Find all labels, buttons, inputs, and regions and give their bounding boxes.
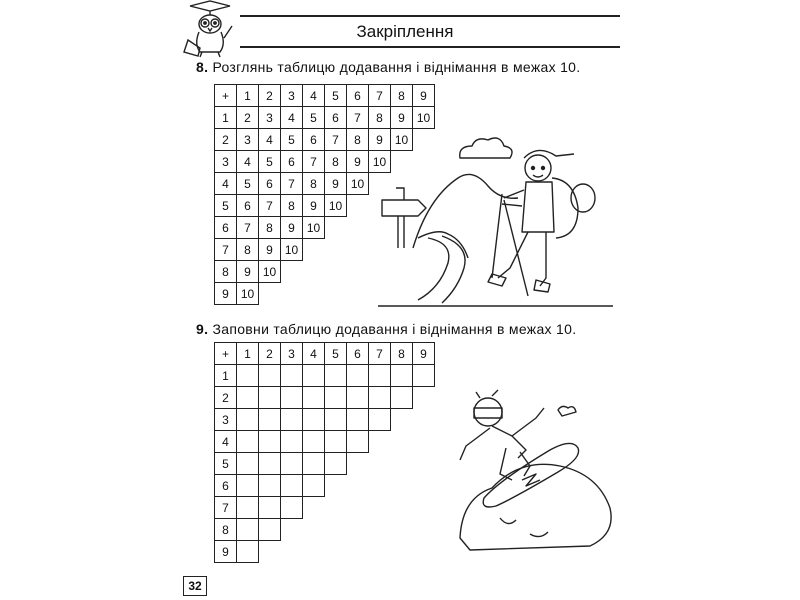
answer-cell[interactable] <box>347 365 369 387</box>
blank-space <box>413 541 435 563</box>
table-cell: 8 <box>259 217 281 239</box>
table-cell: 1 <box>215 107 237 129</box>
table-cell: 2 <box>215 129 237 151</box>
task9-number: 9. <box>196 321 209 337</box>
blank-space <box>281 283 303 305</box>
blank-space <box>303 239 325 261</box>
table-cell: 7 <box>237 217 259 239</box>
hiker-illustration <box>378 128 613 308</box>
answer-cell[interactable] <box>325 365 347 387</box>
blank-space <box>347 475 369 497</box>
table-cell: 5 <box>259 151 281 173</box>
blank-space <box>391 453 413 475</box>
blank-space <box>413 475 435 497</box>
blank-space <box>325 283 347 305</box>
blank-space <box>303 261 325 283</box>
table-cell: 10 <box>391 129 413 151</box>
table-cell: + <box>215 85 237 107</box>
page-title: Закріплення <box>356 22 454 41</box>
blank-space <box>325 541 347 563</box>
table-cell: 2 <box>215 387 237 409</box>
blank-space <box>303 541 325 563</box>
table-cell: 4 <box>281 107 303 129</box>
answer-cell[interactable] <box>391 387 413 409</box>
answer-cell[interactable] <box>325 387 347 409</box>
table-row <box>215 541 435 563</box>
answer-cell[interactable] <box>413 365 435 387</box>
answer-cell[interactable] <box>303 365 325 387</box>
table-row <box>215 107 435 129</box>
blank-space <box>413 497 435 519</box>
table-cell: 6 <box>237 195 259 217</box>
table-cell: + <box>215 343 237 365</box>
answer-cell[interactable] <box>303 409 325 431</box>
table-row <box>215 365 435 387</box>
table-cell: 4 <box>237 151 259 173</box>
table-cell: 1 <box>215 365 237 387</box>
answer-cell[interactable] <box>259 519 281 541</box>
table-cell: 10 <box>303 217 325 239</box>
table-cell: 3 <box>237 129 259 151</box>
table-cell: 7 <box>215 497 237 519</box>
answer-cell[interactable] <box>237 519 259 541</box>
answer-cell[interactable] <box>259 497 281 519</box>
table-cell: 9 <box>237 261 259 283</box>
answer-cell[interactable] <box>259 453 281 475</box>
table-cell: 10 <box>369 151 391 173</box>
blank-space <box>391 541 413 563</box>
blank-space <box>391 519 413 541</box>
table-cell: 9 <box>259 239 281 261</box>
table-cell: 5 <box>237 173 259 195</box>
table-cell: 10 <box>413 107 435 129</box>
blank-space <box>369 541 391 563</box>
table-cell: 3 <box>259 107 281 129</box>
table-header-row <box>215 85 435 107</box>
task8-text: Розглянь таблицю додавання і віднімання в межах 10. <box>212 59 581 75</box>
blank-space <box>413 387 435 409</box>
table-cell: 2 <box>259 343 281 365</box>
answer-cell[interactable] <box>325 409 347 431</box>
table-cell: 7 <box>369 343 391 365</box>
answer-cell[interactable] <box>237 497 259 519</box>
answer-cell[interactable] <box>347 431 369 453</box>
blank-space <box>413 409 435 431</box>
answer-cell[interactable] <box>303 475 325 497</box>
table-cell: 10 <box>237 283 259 305</box>
answer-cell[interactable] <box>237 475 259 497</box>
table-cell: 3 <box>215 151 237 173</box>
table-cell: 7 <box>281 173 303 195</box>
answer-cell[interactable] <box>325 453 347 475</box>
table-cell: 9 <box>413 85 435 107</box>
blank-space <box>369 519 391 541</box>
table-cell: 2 <box>237 107 259 129</box>
blank-space <box>413 431 435 453</box>
answer-cell[interactable] <box>303 387 325 409</box>
answer-cell[interactable] <box>281 475 303 497</box>
blank-space <box>281 261 303 283</box>
answer-cell[interactable] <box>347 409 369 431</box>
table-cell: 5 <box>303 107 325 129</box>
header-top-line <box>240 15 620 17</box>
table-cell: 5 <box>215 195 237 217</box>
owl-teacher-icon <box>180 0 240 58</box>
answer-cell[interactable] <box>259 409 281 431</box>
blank-space <box>391 409 413 431</box>
blank-space <box>281 541 303 563</box>
table-cell: 7 <box>325 129 347 151</box>
blank-space <box>325 497 347 519</box>
blank-space <box>303 283 325 305</box>
table-cell: 3 <box>215 409 237 431</box>
table-row <box>215 387 435 409</box>
answer-cell[interactable] <box>259 365 281 387</box>
table-cell: 10 <box>325 195 347 217</box>
table-cell: 8 <box>303 173 325 195</box>
table-cell: 5 <box>325 85 347 107</box>
blank-space <box>369 497 391 519</box>
table-cell: 7 <box>303 151 325 173</box>
answer-cell[interactable] <box>281 387 303 409</box>
answer-cell[interactable] <box>391 365 413 387</box>
table-row <box>215 409 435 431</box>
table-cell: 7 <box>259 195 281 217</box>
blank-space <box>347 239 369 261</box>
table-cell: 5 <box>325 343 347 365</box>
table-cell: 8 <box>369 107 391 129</box>
blank-space <box>347 261 369 283</box>
answer-cell[interactable] <box>237 431 259 453</box>
blank-space <box>259 541 281 563</box>
table-cell: 8 <box>237 239 259 261</box>
blank-space <box>325 217 347 239</box>
answer-cell[interactable] <box>303 431 325 453</box>
answer-cell[interactable] <box>369 365 391 387</box>
blank-space <box>369 475 391 497</box>
table-cell: 6 <box>259 173 281 195</box>
table-cell: 6 <box>215 475 237 497</box>
table-cell: 8 <box>281 195 303 217</box>
table-row <box>215 431 435 453</box>
blank-space <box>325 261 347 283</box>
blank-space <box>413 453 435 475</box>
blank-space <box>391 497 413 519</box>
answer-cell[interactable] <box>259 475 281 497</box>
answer-cell[interactable] <box>281 365 303 387</box>
header-bottom-line <box>240 46 620 48</box>
blank-space <box>347 497 369 519</box>
blank-space <box>347 217 369 239</box>
table-cell: 8 <box>391 85 413 107</box>
table-cell: 4 <box>303 343 325 365</box>
blank-space <box>325 475 347 497</box>
blank-space <box>369 453 391 475</box>
table-cell: 9 <box>413 343 435 365</box>
answer-cell[interactable] <box>325 431 347 453</box>
table-cell: 8 <box>325 151 347 173</box>
table-cell: 9 <box>281 217 303 239</box>
table-cell: 2 <box>259 85 281 107</box>
table-cell: 8 <box>391 343 413 365</box>
table-cell: 6 <box>347 85 369 107</box>
table-row <box>215 519 435 541</box>
header <box>0 0 800 60</box>
task9-instruction <box>196 321 576 337</box>
answer-cell[interactable] <box>347 387 369 409</box>
answer-cell[interactable] <box>237 541 259 563</box>
table-cell: 4 <box>303 85 325 107</box>
snowboarder-illustration <box>440 388 620 568</box>
table-cell: 9 <box>391 107 413 129</box>
blank-space <box>325 519 347 541</box>
table-cell: 9 <box>215 283 237 305</box>
answer-cell[interactable] <box>369 387 391 409</box>
table-cell: 3 <box>281 85 303 107</box>
table-row <box>215 453 435 475</box>
answer-cell[interactable] <box>281 409 303 431</box>
blank-space <box>325 239 347 261</box>
answer-cell[interactable] <box>281 431 303 453</box>
table-cell: 9 <box>369 129 391 151</box>
blank-space <box>391 475 413 497</box>
blank-space <box>391 431 413 453</box>
table-cell: 6 <box>347 343 369 365</box>
blank-space <box>347 195 369 217</box>
answer-cell[interactable] <box>369 409 391 431</box>
answer-cell[interactable] <box>237 387 259 409</box>
table-cell: 9 <box>347 151 369 173</box>
answer-cell[interactable] <box>259 431 281 453</box>
answer-cell[interactable] <box>259 387 281 409</box>
table-cell: 3 <box>281 343 303 365</box>
table-cell: 4 <box>215 431 237 453</box>
table-cell: 6 <box>281 151 303 173</box>
table-cell: 7 <box>347 107 369 129</box>
table-cell: 10 <box>281 239 303 261</box>
table-cell: 9 <box>325 173 347 195</box>
task8-number: 8. <box>196 59 209 75</box>
table-cell: 7 <box>369 85 391 107</box>
table-cell: 1 <box>237 343 259 365</box>
blank-space <box>347 283 369 305</box>
table-cell: 8 <box>215 519 237 541</box>
table-cell: 5 <box>215 453 237 475</box>
answer-cell[interactable] <box>303 453 325 475</box>
table-cell: 1 <box>237 85 259 107</box>
task9-text: Заповни таблицю додавання і віднімання в межах 10. <box>212 321 577 337</box>
table-cell: 8 <box>215 261 237 283</box>
table-cell: 4 <box>215 173 237 195</box>
answer-cell[interactable] <box>237 365 259 387</box>
table-cell: 9 <box>303 195 325 217</box>
blank-space <box>281 519 303 541</box>
table-cell: 10 <box>347 173 369 195</box>
table-cell: 6 <box>215 217 237 239</box>
blank-space <box>347 541 369 563</box>
answer-cell[interactable] <box>281 497 303 519</box>
blank-space <box>347 453 369 475</box>
table-cell: 10 <box>259 261 281 283</box>
answer-cell[interactable] <box>281 453 303 475</box>
answer-cell[interactable] <box>237 409 259 431</box>
table-row <box>215 475 435 497</box>
page-number: 32 <box>183 576 207 596</box>
table-header-row <box>215 343 435 365</box>
table-cell: 6 <box>303 129 325 151</box>
blank-space <box>369 431 391 453</box>
blank-space <box>413 519 435 541</box>
task9-addition-table <box>214 342 435 563</box>
table-cell: 9 <box>215 541 237 563</box>
table-cell: 7 <box>215 239 237 261</box>
table-cell: 4 <box>259 129 281 151</box>
task8-instruction <box>196 59 580 75</box>
table-cell: 5 <box>281 129 303 151</box>
table-row <box>215 497 435 519</box>
answer-cell[interactable] <box>237 453 259 475</box>
blank-space <box>347 519 369 541</box>
table-cell: 8 <box>347 129 369 151</box>
blank-space <box>303 519 325 541</box>
blank-space <box>259 283 281 305</box>
table-cell: 6 <box>325 107 347 129</box>
blank-space <box>303 497 325 519</box>
